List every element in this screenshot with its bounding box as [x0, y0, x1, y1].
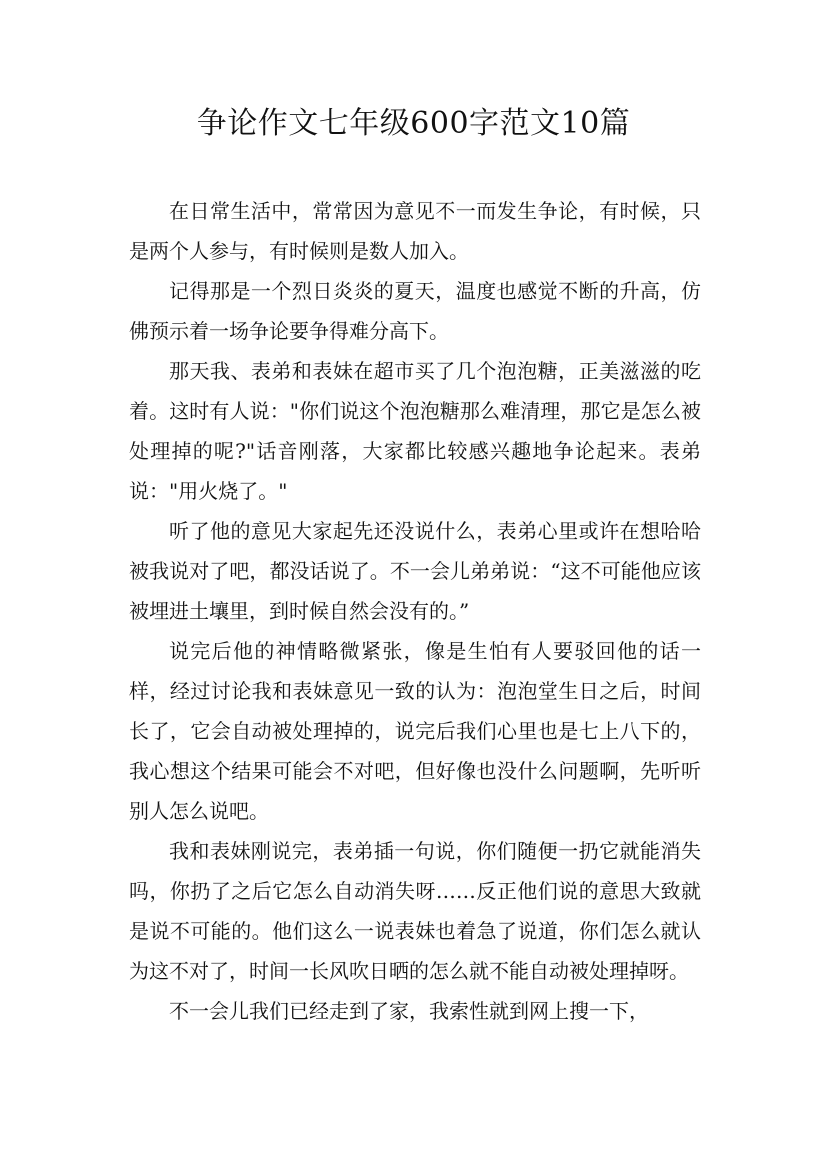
paragraph: 在日常生活中，常常因为意见不一而发生争论，有时候，只是两个人参与，有时候则是数人加入。 [129, 199, 701, 263]
paragraph: 那天我、表弟和表妹在超市买了几个泡泡糖，正美滋滋的吃着。这时有人说："你们说这个泡泡糖那么难清理，那它是怎么被处理掉的呢?"话音刚落，大家都比较感兴趣地争论起来。表弟说："用火烧了。" [129, 359, 701, 503]
document-title: 争论作文七年级600字范文10篇 [196, 106, 631, 141]
paragraph: 记得那是一个烈日炎炎的夏天，温度也感觉不断的升高，仿佛预示着一场争论要争得难分高下。 [129, 279, 701, 343]
document-body [129, 191, 701, 1031]
paragraph: 听了他的意见大家起先还没说什么，表弟心里或许在想哈哈被我说对了吧，都没话说了。不一会儿弟弟说：“这不可能他应该被埋进土壤里，到时候自然会没有的。” [129, 519, 701, 623]
paragraph: 不一会儿我们已经走到了家，我索性就到网上搜一下， [169, 999, 649, 1023]
paragraph: 说完后他的神情略微紧张，像是生怕有人要驳回他的话一样，经过讨论我和表妹意见一致的认为：泡泡堂生日之后，时间长了，它会自动被处理掉的，说完后我们心里也是七上八下的，我心想这个结果可能会不对吧，但好像也没什么问题啊，先听听别人怎么说吧。 [129, 639, 701, 823]
paragraph: 我和表妹刚说完，表弟插一句说，你们随便一扔它就能消失吗，你扔了之后它怎么自动消失呀……反正他们说的意思大致就是说不可能的。他们这么一说表妹也着急了说道，你们怎么就认为这不对了，时间一长风吹日晒的怎么就不能自动被处理掉呀。 [129, 839, 701, 983]
